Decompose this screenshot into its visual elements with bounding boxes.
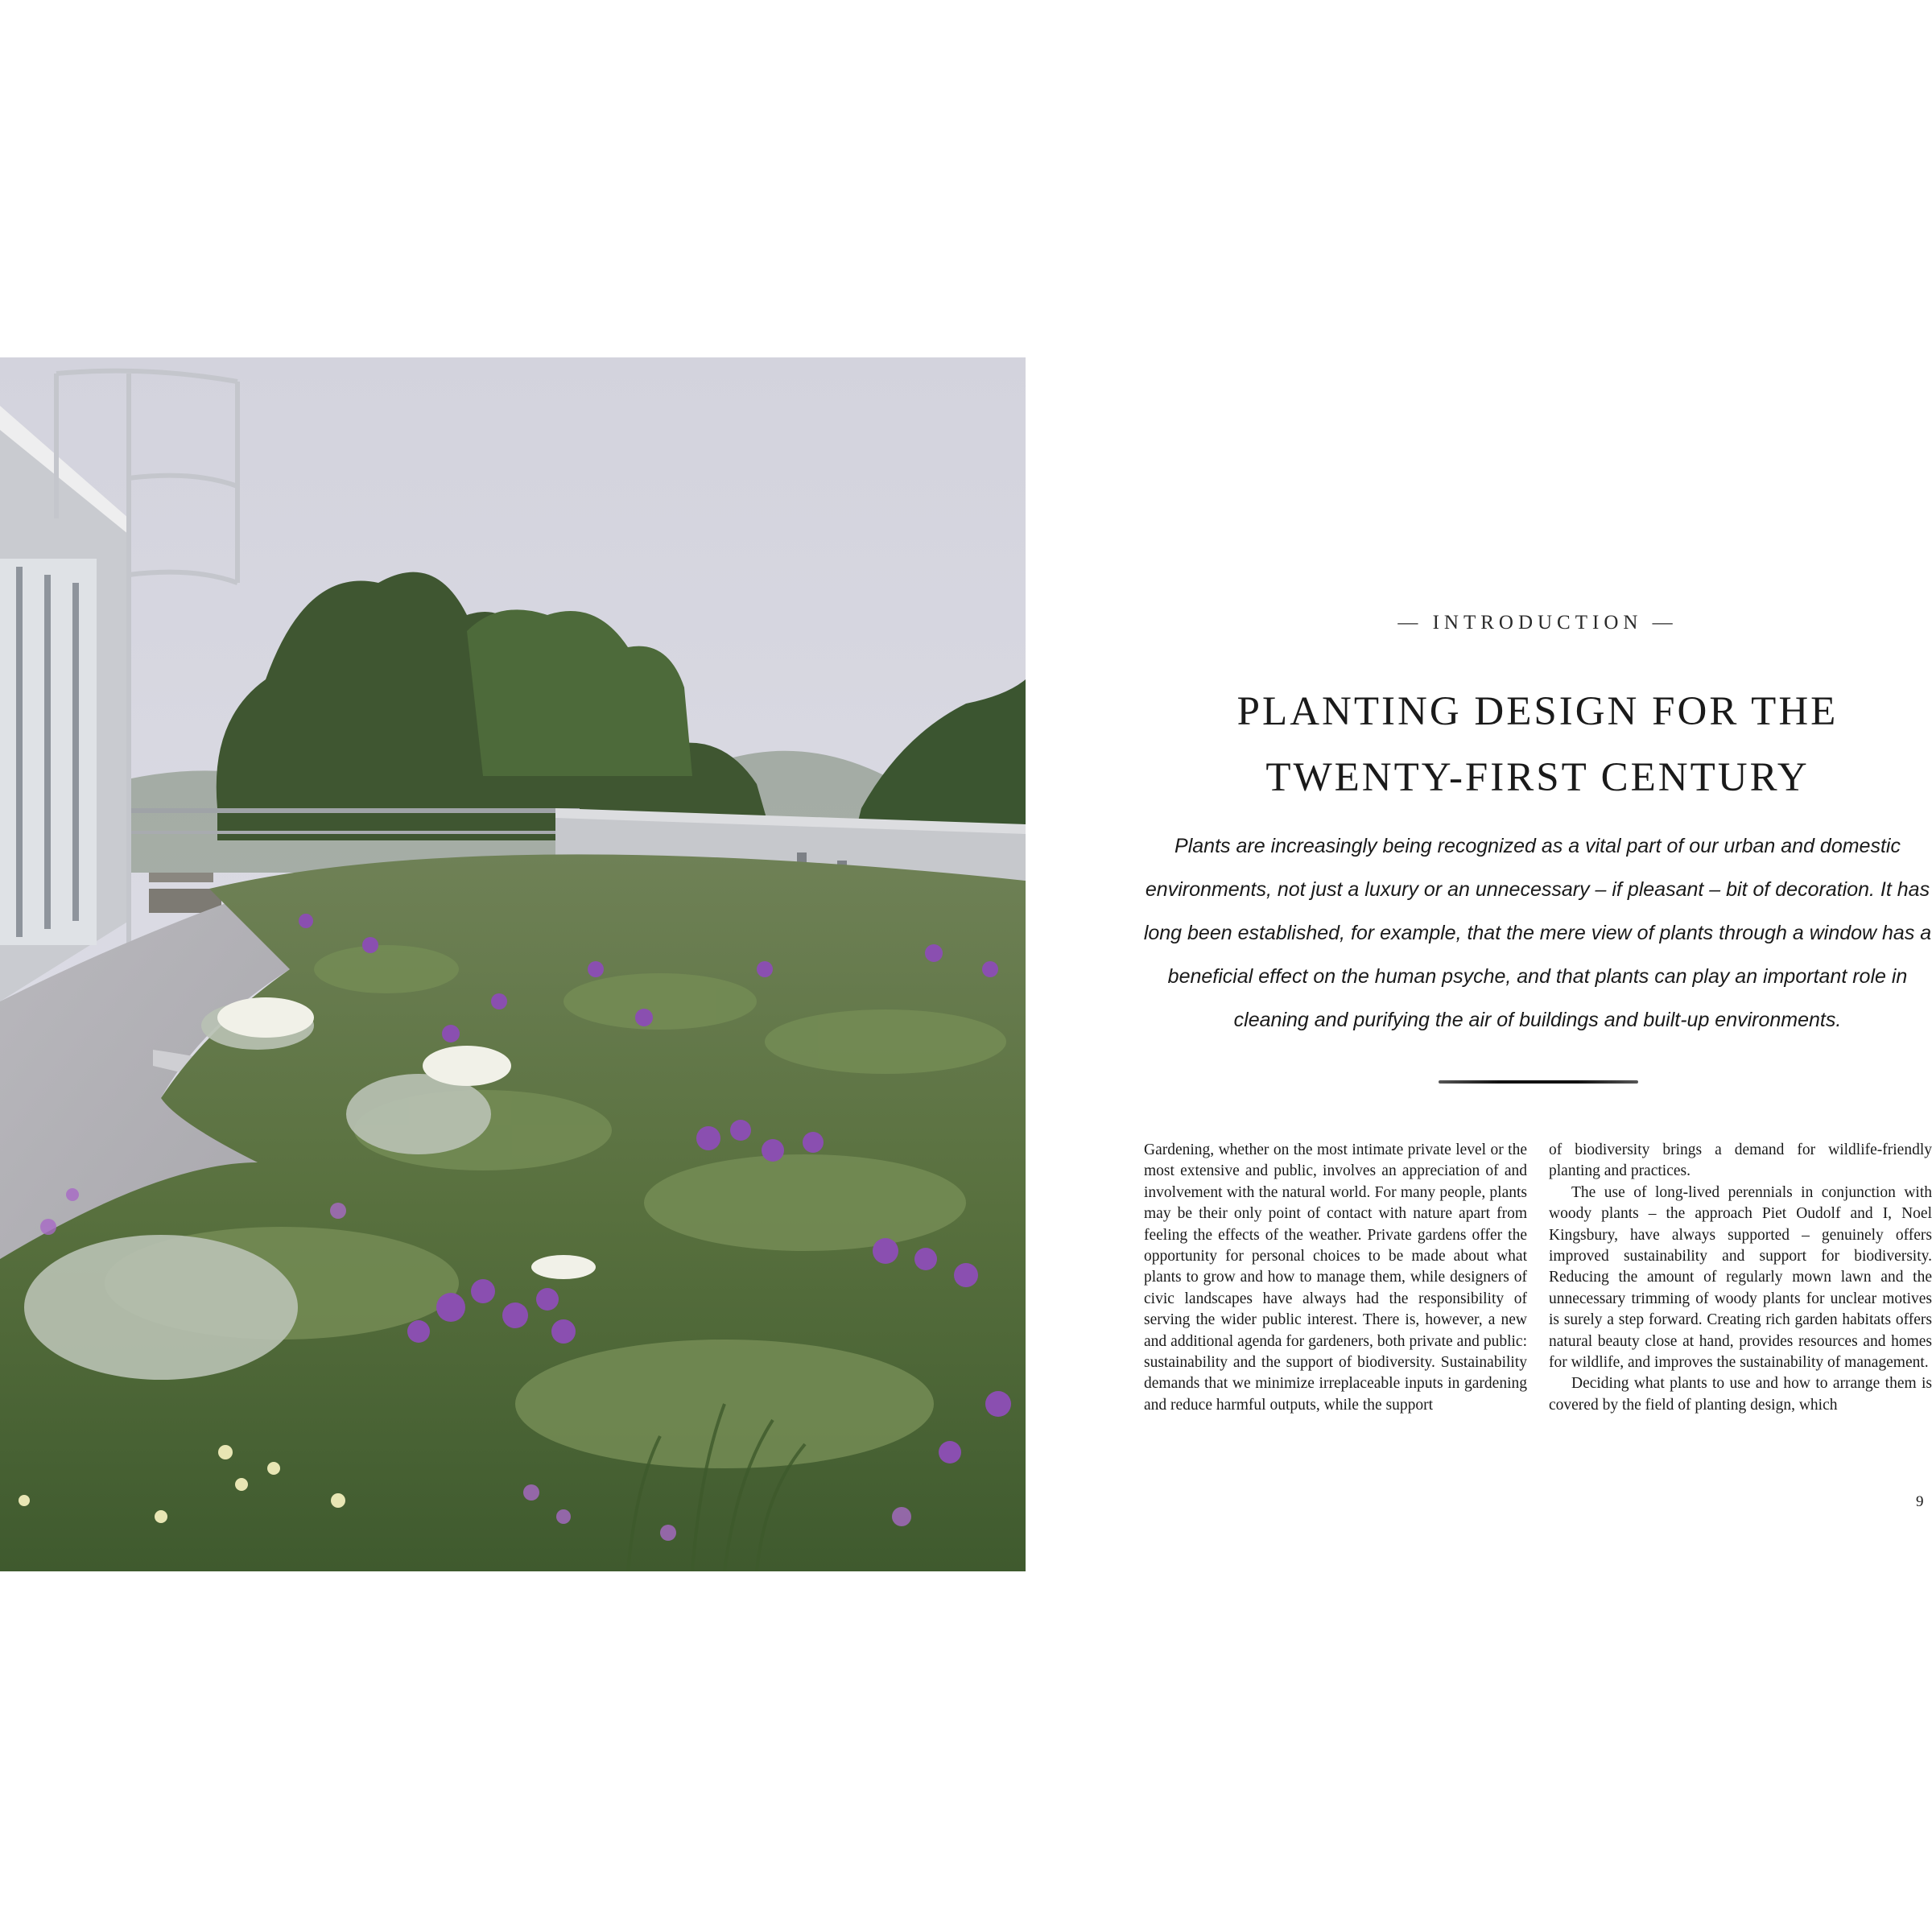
body-paragraph: Deciding what plants to use and how to arrange them is covered by the field of planting design, which xyxy=(1549,1375,1932,1414)
intro-lede: Plants are increasingly being recognized as a vital part of our urban and domestic environments, not just a luxury or an unnecessary – if pleasant – bit of decoration. It has long been established, for example, that the mere view of plants through a window has a beneficial effect on the human psyche, and that plants can play an important role in cleaning and purifying the air of buildings and built-up environments. xyxy=(1143,835,1932,1031)
chapter-title-line-1: PLANTING DESIGN FOR THE xyxy=(1236,689,1839,734)
chapter-title-line-2: TWENTY-FIRST CENTURY xyxy=(1265,755,1810,800)
body-paragraph: Gardening, whether on the most intimate private level or the most extensive and public, involves an appreciation of and involvement with the natural world. For many people, plants may be their only point of contact with nature apart from feeling the effects of the weather. Private gardens offer the opportunity for personal choices to be made about what plants to grow and how to manage them, while designers of civic landscapes have always had the responsibility of serving the wider public interest. There is, however, a new and additional agenda for gardeners, both private and public: sustainability and the support of biodiversity. Sustainability demands that we minimize irreplaceable inputs in gardening and reduce harmful outputs, while the support xyxy=(1144,1141,1527,1414)
garden-photo-illustration xyxy=(0,357,1026,1571)
garden-photo xyxy=(0,357,1026,1571)
page-number: 9 xyxy=(1916,1493,1924,1510)
ornamental-rule xyxy=(1439,1080,1638,1084)
body-column-2 xyxy=(1549,1140,1932,1416)
chapter-title xyxy=(1151,679,1924,811)
body-column-1 xyxy=(1144,1140,1527,1416)
body-paragraph: of biodiversity brings a demand for wildlife-friendly planting and practices. xyxy=(1549,1141,1932,1180)
section-kicker: — INTRODUCTION — xyxy=(1397,612,1678,634)
body-paragraph: The use of long-lived perennials in conjunction with woody plants – the approach Piet Oudolf and I, Noel Kingsbury, have always supported – genuinely offers improved sustainability and support for biodiversity. Reducing the amount of regularly mown lawn and the unnecessary trimming of woody plants for unclear motives is surely a step forward. Creating rich garden habitats offers natural beauty close at hand, provides resources and homes for wildlife, and improves the sustainability of management. xyxy=(1549,1183,1932,1372)
